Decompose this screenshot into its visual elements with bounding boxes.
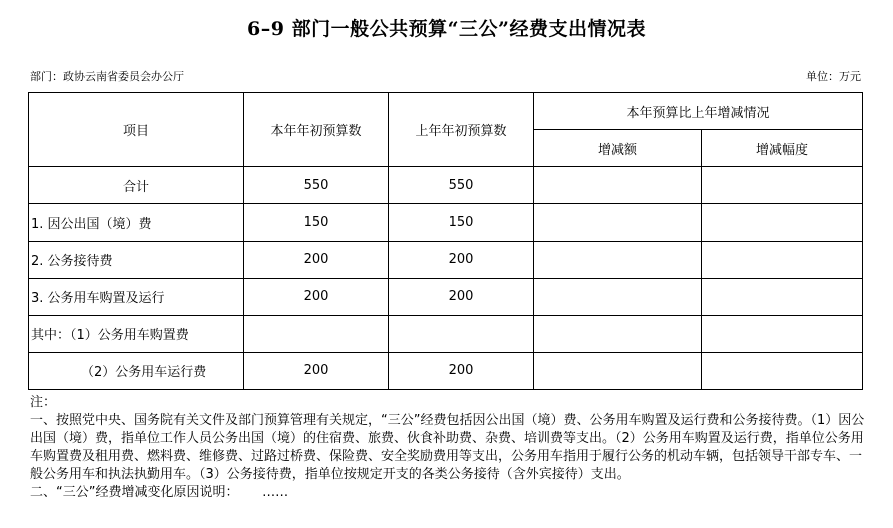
- row-current: 200: [244, 352, 389, 389]
- header-change-rate: 增减幅度: [702, 130, 863, 167]
- row-previous: 200: [389, 352, 534, 389]
- row-change-amount: [534, 167, 702, 204]
- row-current: 550: [244, 167, 389, 204]
- row-previous: 200: [389, 241, 534, 278]
- row-change-amount: [534, 315, 702, 352]
- row-previous: 150: [389, 204, 534, 241]
- row-current: 200: [244, 278, 389, 315]
- row-previous: 550: [389, 167, 534, 204]
- row-label: （2）公务用车运行费: [29, 352, 244, 389]
- table-row: [29, 204, 863, 241]
- table-row: [29, 241, 863, 278]
- row-change-amount: [534, 204, 702, 241]
- row-label: 其中：（1）公务用车购置费: [29, 315, 244, 352]
- unit-label: 单位：万元: [806, 70, 861, 83]
- department-label: 部门：政协云南省委员会办公厅: [30, 70, 184, 83]
- notes-section: [30, 394, 870, 502]
- row-change-rate: [702, 315, 863, 352]
- row-label: 合计: [29, 167, 244, 204]
- table-row: [29, 278, 863, 315]
- table-row: [29, 352, 863, 389]
- row-change-rate: [702, 167, 863, 204]
- row-label: 1. 因公出国（境）费: [29, 204, 244, 241]
- row-current: [244, 315, 389, 352]
- row-change-amount: [534, 352, 702, 389]
- row-label: 3. 公务用车购置及运行: [29, 278, 244, 315]
- row-label: 2. 公务接待费: [29, 241, 244, 278]
- row-current: 200: [244, 241, 389, 278]
- row-change-rate: [702, 278, 863, 315]
- row-previous: [389, 315, 534, 352]
- row-change-amount: [534, 241, 702, 278]
- table-row: [29, 315, 863, 352]
- budget-table: [28, 92, 863, 390]
- header-change-group: 本年预算比上年增减情况: [534, 93, 863, 130]
- row-change-rate: [702, 204, 863, 241]
- row-previous: 200: [389, 278, 534, 315]
- header-previous: 上年年初预算数: [389, 93, 534, 167]
- page-title: 6–9 部门一般公共预算“三公”经费支出情况表: [247, 18, 646, 40]
- notes-paragraph-1: 一、按照党中央、国务院有关文件及部门预算管理有关规定，“三公”经费包括因公出国（境）费、公务用车购置及运行费和公务接待费。（1）因公出国（境）费，指单位工作人员公务出国（境）的住宿费、旅费、伙食补助费、杂费、培训费等支出。（2）公务用车购置及运行费，指单位公务用车购置费及租用费、燃料费、维修费、过路过桥费、保险费、安全奖励费用等支出，公务用车指用于履行公务的机动车辆，包括领导干部专车、一般公务用车和执法执勤用车。（3）公务接待费，指单位按规定开支的各类公务接待（含外宾接待）支出。: [30, 413, 865, 482]
- header-item: 项目: [29, 93, 244, 167]
- header-change-amount: 增减额: [534, 130, 702, 167]
- row-change-rate: [702, 241, 863, 278]
- notes-paragraph-2: 二、“三公”经费增减变化原因说明： ……: [30, 485, 289, 500]
- row-change-rate: [702, 352, 863, 389]
- row-change-amount: [534, 278, 702, 315]
- header-current: 本年年初预算数: [244, 93, 389, 167]
- row-current: 150: [244, 204, 389, 241]
- table-row: [29, 167, 863, 204]
- notes-heading: 注：: [30, 395, 57, 410]
